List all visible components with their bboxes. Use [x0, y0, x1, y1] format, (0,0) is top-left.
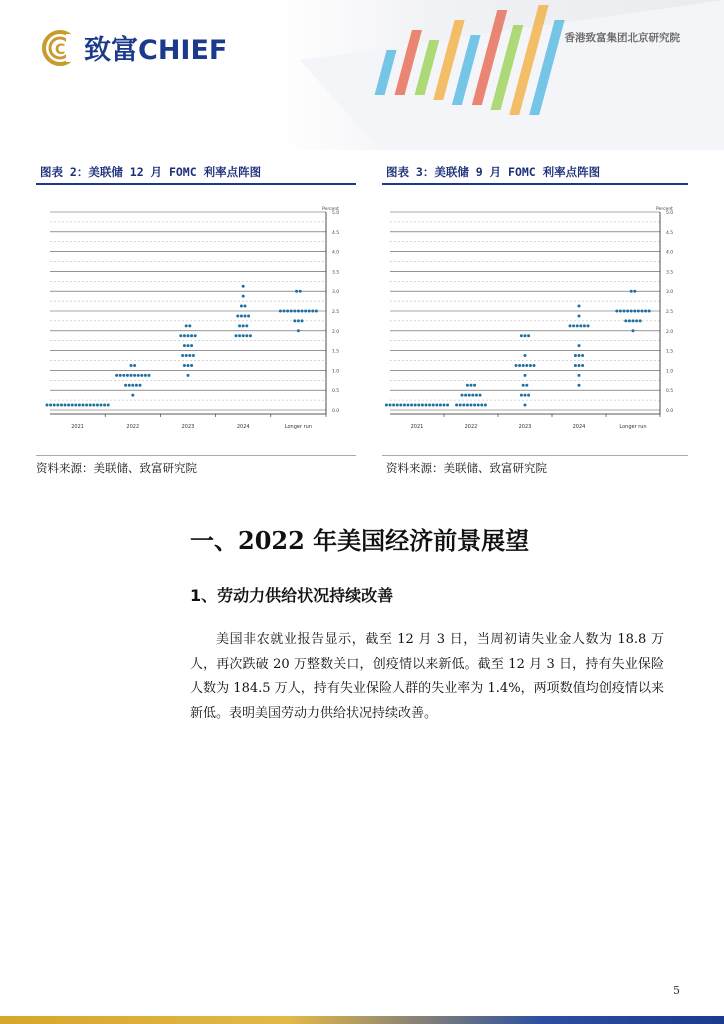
data-dot [242, 285, 245, 288]
data-dot [71, 404, 74, 407]
figure-3-source: 资料来源：美联储、致富研究院 [386, 461, 547, 475]
y-tick-label: 2.5 [332, 310, 340, 315]
data-dot [126, 374, 129, 377]
data-dot [140, 374, 143, 377]
data-dot [183, 334, 186, 337]
data-dot [242, 334, 245, 337]
figure-3-source-rule [382, 455, 688, 456]
data-dot [315, 310, 318, 313]
data-dot [435, 404, 438, 407]
data-dot [581, 364, 584, 367]
data-dot [299, 290, 302, 293]
figure-2-rule [36, 183, 356, 185]
y-tick-label: 1.5 [666, 349, 674, 355]
data-dot [190, 364, 193, 367]
data-dot [56, 404, 59, 407]
y-tick-label: 2.0 [332, 329, 340, 335]
data-dot [524, 334, 527, 337]
x-tick-label: 2022 [464, 424, 478, 430]
data-dot [181, 354, 184, 357]
data-dot [240, 305, 243, 308]
data-dot [185, 324, 188, 327]
data-dot [122, 374, 125, 377]
data-dot [187, 334, 190, 337]
data-dot [297, 310, 300, 313]
data-dot [417, 404, 420, 407]
dot-plot-december [40, 200, 356, 440]
y-tick-label: 1.5 [332, 349, 340, 355]
data-dot [82, 404, 85, 407]
data-dot [249, 334, 252, 337]
data-dot [515, 364, 518, 367]
x-tick-label: 2021 [71, 424, 84, 430]
data-dot [630, 290, 633, 293]
data-dot [583, 324, 586, 327]
body-paragraph: 美国非农就业报告显示，截至 12 月 3 日，当周初请失业金人数为 18.8 万人，再次跌破 20 万整数关口，创疫情以来新低。截至 12 月 3 日，持有失业保险人数为 184.5 万人，持有失业保险人群的失业率为 1.4%，两项数值均创疫情以来新低。表明美国劳动力供给状况持续改善。 [190, 632, 664, 721]
data-dot [633, 290, 636, 293]
data-dot [579, 324, 582, 327]
data-dot [78, 404, 81, 407]
data-dot [399, 404, 402, 407]
data-dot [475, 394, 478, 397]
data-dot [245, 324, 248, 327]
data-dot [410, 404, 413, 407]
data-dot [520, 394, 523, 397]
data-dot [569, 324, 572, 327]
logo-mark-icon [42, 30, 78, 66]
data-dot [53, 404, 56, 407]
data-dot [179, 334, 182, 337]
figure-3-chart [380, 200, 690, 444]
data-dot [637, 310, 640, 313]
data-dot [247, 314, 250, 317]
data-dot [626, 310, 629, 313]
x-tick-label: 2021 [410, 424, 424, 430]
data-dot [148, 374, 151, 377]
data-dot [446, 404, 449, 407]
data-dot [100, 404, 103, 407]
data-dot [529, 364, 532, 367]
x-tick-label: Longer run [619, 424, 647, 430]
data-dot [468, 394, 471, 397]
data-dot [473, 384, 476, 387]
data-dot [293, 310, 296, 313]
data-dot [403, 404, 406, 407]
data-dot [301, 310, 304, 313]
decorative-chart-banner [300, 0, 724, 150]
data-dot [238, 324, 241, 327]
data-dot [524, 404, 527, 407]
data-dot [443, 404, 446, 407]
data-dot [187, 364, 190, 367]
data-dot [130, 364, 133, 367]
data-dot [473, 404, 476, 407]
data-dot [639, 319, 642, 322]
data-dot [297, 329, 300, 332]
y-tick-label: 0.0 [332, 409, 340, 414]
y-tick-label: 5.0 [332, 211, 340, 216]
data-dot [648, 310, 651, 313]
data-dot [524, 374, 527, 377]
data-dot [290, 310, 293, 313]
data-dot [293, 319, 296, 322]
data-dot [619, 310, 622, 313]
data-dot [46, 404, 49, 407]
data-dot [240, 314, 243, 317]
y-tick-label: 4.5 [332, 230, 340, 236]
data-dot [389, 404, 392, 407]
y-tick-label: 3.0 [666, 290, 674, 296]
data-dot [74, 404, 77, 407]
data-dot [130, 374, 133, 377]
brand-name: 致富CHIEF [84, 35, 228, 66]
data-dot [428, 404, 431, 407]
data-dot [578, 364, 581, 367]
data-dot [533, 364, 536, 367]
data-dot [49, 404, 52, 407]
x-tick-label: 2024 [572, 424, 586, 430]
data-dot [190, 344, 193, 347]
data-dot [524, 354, 527, 357]
data-dot [525, 384, 528, 387]
data-dot [64, 404, 67, 407]
figure-2-source: 资料来源：美联储、致富研究院 [36, 461, 197, 475]
data-dot [479, 394, 482, 397]
data-dot [522, 384, 525, 387]
y-tick-label: 3.5 [332, 270, 340, 276]
data-dot [407, 404, 410, 407]
data-dot [623, 310, 626, 313]
data-dot [525, 364, 528, 367]
data-dot [190, 334, 193, 337]
footer-bar [0, 1016, 724, 1024]
data-dot [527, 334, 530, 337]
data-dot [92, 404, 95, 407]
data-dot [244, 305, 247, 308]
figure-2-chart [40, 200, 356, 444]
figure-2-caption: 图表 2：美联储 12 月 FOMC 利率点阵图 [40, 165, 262, 179]
company-logo [42, 28, 227, 67]
data-dot [96, 404, 99, 407]
y-tick-label: 0.5 [666, 389, 674, 395]
data-dot [480, 404, 483, 407]
data-dot [466, 404, 469, 407]
data-dot [578, 374, 581, 377]
data-dot [635, 319, 638, 322]
svg-text:C: C [55, 41, 66, 58]
data-dot [235, 334, 238, 337]
y-tick-label: 2.5 [666, 310, 674, 315]
data-dot [630, 310, 633, 313]
data-dot [414, 404, 417, 407]
data-dot [301, 319, 304, 322]
data-dot [103, 404, 106, 407]
data-dot [421, 404, 424, 407]
x-tick-label: Longer run [284, 424, 313, 430]
data-dot [632, 329, 635, 332]
data-dot [615, 310, 618, 313]
data-dot [461, 394, 464, 397]
data-dot [524, 394, 527, 397]
data-dot [194, 334, 197, 337]
data-dot [624, 319, 627, 322]
y-tick-label: 0.5 [332, 389, 340, 395]
data-dot [85, 404, 88, 407]
data-dot [385, 404, 388, 407]
data-dot [135, 384, 138, 387]
data-dot [633, 310, 636, 313]
data-dot [520, 334, 523, 337]
data-dot [144, 374, 147, 377]
data-dot [518, 364, 521, 367]
data-dot [455, 404, 458, 407]
data-dot [632, 319, 635, 322]
y-axis-label: Percent [656, 207, 673, 212]
data-dot [131, 384, 134, 387]
data-dot [236, 314, 239, 317]
subsection-title: 1、劳动力供给状况持续改善 [190, 586, 394, 605]
x-tick-label: 2022 [126, 424, 140, 430]
data-dot [628, 319, 631, 322]
data-dot [128, 384, 131, 387]
y-tick-label: 5.0 [666, 211, 674, 216]
data-dot [522, 364, 525, 367]
data-dot [572, 324, 575, 327]
data-dot [574, 364, 577, 367]
data-dot [119, 374, 122, 377]
data-dot [137, 374, 140, 377]
data-dot [470, 384, 473, 387]
data-dot [124, 384, 127, 387]
y-tick-label: 2.0 [666, 329, 674, 335]
data-dot [304, 310, 307, 313]
data-dot [425, 404, 428, 407]
data-dot [308, 310, 311, 313]
data-dot [188, 354, 191, 357]
data-dot [432, 404, 435, 407]
y-tick-label: 1.0 [666, 369, 674, 375]
data-dot [459, 404, 462, 407]
data-dot [295, 290, 298, 293]
dot-plot-september [380, 200, 690, 440]
y-tick-label: 4.0 [332, 250, 340, 256]
data-dot [392, 404, 395, 407]
data-dot [133, 374, 136, 377]
data-dot [187, 344, 190, 347]
figure-2-source-rule [36, 455, 356, 456]
data-dot [471, 394, 474, 397]
data-dot [183, 364, 186, 367]
data-dot [238, 334, 241, 337]
data-dot [578, 344, 581, 347]
data-dot [578, 314, 581, 317]
data-dot [527, 394, 530, 397]
data-dot [192, 354, 195, 357]
data-dot [462, 404, 465, 407]
data-dot [578, 305, 581, 308]
y-axis-label: Percent [322, 207, 339, 212]
x-tick-label: 2023 [518, 424, 532, 430]
data-dot [67, 404, 70, 407]
data-dot [286, 310, 289, 313]
data-dot [185, 354, 188, 357]
data-dot [242, 295, 245, 298]
x-tick-label: 2024 [236, 424, 250, 430]
y-tick-label: 4.0 [666, 250, 674, 256]
data-dot [283, 310, 286, 313]
data-dot [60, 404, 63, 407]
y-tick-label: 4.5 [666, 230, 674, 236]
data-dot [279, 310, 282, 313]
data-dot [578, 384, 581, 387]
data-dot [188, 324, 191, 327]
y-tick-label: 1.0 [332, 369, 340, 375]
data-dot [115, 374, 118, 377]
data-dot [641, 310, 644, 313]
data-dot [245, 334, 248, 337]
header-organization: 香港致富集团北京研究院 [564, 32, 680, 44]
data-dot [183, 344, 186, 347]
data-dot [187, 374, 190, 377]
y-tick-label: 3.0 [332, 290, 340, 296]
figure-3-caption: 图表 3：美联储 9 月 FOMC 利率点阵图 [386, 165, 601, 179]
data-dot [244, 314, 247, 317]
data-dot [133, 364, 136, 367]
page-number: 5 [673, 984, 680, 997]
data-dot [311, 310, 314, 313]
data-dot [439, 404, 442, 407]
data-dot [242, 324, 245, 327]
data-dot [578, 354, 581, 357]
data-dot [466, 384, 469, 387]
y-tick-label: 3.5 [666, 270, 674, 276]
data-dot [470, 404, 473, 407]
data-dot [131, 394, 134, 397]
data-dot [107, 404, 110, 407]
data-dot [396, 404, 399, 407]
y-tick-label: 0.0 [666, 409, 674, 414]
data-dot [581, 354, 584, 357]
data-dot [139, 384, 142, 387]
x-tick-label: 2023 [181, 424, 195, 430]
data-dot [464, 394, 467, 397]
data-dot [89, 404, 92, 407]
data-dot [644, 310, 647, 313]
figure-3-rule [382, 183, 688, 185]
data-dot [484, 404, 487, 407]
data-dot [574, 354, 577, 357]
section-title: 一、2022 年美国经济前景展望 [190, 526, 530, 555]
data-dot [477, 404, 480, 407]
data-dot [587, 324, 590, 327]
data-dot [576, 324, 579, 327]
data-dot [297, 319, 300, 322]
